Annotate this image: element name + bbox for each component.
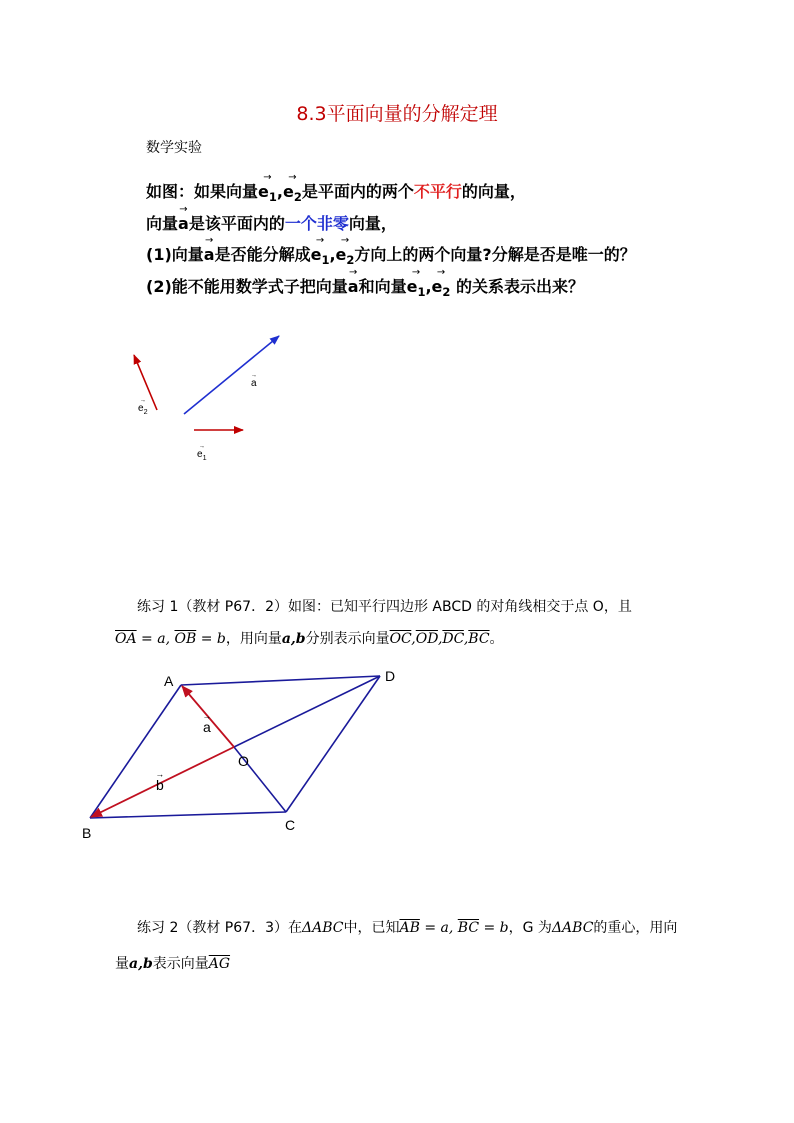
vector-a-arrow [184,336,279,414]
intro-text: 方向上的两个向量?分解是否是唯一的？ [354,245,636,264]
intro-text: 是平面内的两个 [301,182,414,201]
label-a: → a [251,378,257,389]
vector-a: → a [178,213,189,235]
vector-a: → a [204,244,215,266]
highlight-nonzero: 一个非零 [284,214,349,233]
side-CB [90,812,286,818]
point-O: O [238,753,249,769]
figure-parallelogram [90,676,380,818]
intro-text: (2)能不能用数学式子把向量 [146,277,348,296]
section-subtitle: 数学实验 [146,140,202,156]
side-AD [181,676,380,685]
intro-line-1: 如图：如果向量→ $e_1,\to e_2$是平面内的两个不平行的向量， [146,181,526,208]
label-vector-a: → a [203,719,211,735]
vector-e2: → $e_2$ [336,244,355,271]
intro-text: 如图：如果向量 [146,182,259,201]
exercise-1-line-1: 练习 1（教材 P67．2）如图：已知平行四边形 ABCD 的对角线相交于点 O，且 [137,599,632,615]
label-e2: → $e_2$ [138,403,148,416]
side-DC [286,676,380,812]
diagonal-OD [234,676,380,747]
intro-text: 的关系表示出来？ [450,277,584,296]
intro-text: 向量， [348,214,397,233]
intro-question-2: (2)能不能用数学式子把向量→ a和向量→ $e_1,\to e_2$ 的关系表示出来？ [146,276,584,303]
point-B: B [82,825,92,841]
exercise-2-line-1: 练习 2（教材 P67．3）在ΔABC中，已知$\overline{AB} = a$, $\overline{BC} = b$，G 为ΔABC的重心，用向 [137,920,678,936]
label-vector-b: → b [156,777,164,793]
intro-text: (1)向量 [146,245,204,264]
intro-text: 向量 [146,214,179,233]
vector-e1: → $e_1$ [258,181,277,208]
vector-e2: → $e_2$ [283,181,302,208]
vector-e2: → $e_2$ [432,276,451,303]
side-BA [90,685,181,818]
vector-a: → a [348,276,359,298]
point-A: A [164,673,174,689]
point-C: C [285,817,296,833]
intro-question-1: (1)向量→ a是否能分解成→ $e_1,\to e_2$方向上的两个向量?分解是否是唯一的？ [146,244,636,271]
intro-text: 的向量， [461,182,526,201]
highlight-not-parallel: 不平行 [413,182,462,201]
intro-text: 是该平面内的 [188,214,285,233]
point-D: D [385,668,396,684]
intro-text: 和向量 [358,277,407,296]
vector-e1: → $e_1$ [311,244,330,271]
exercise-1-line-2: $\overline{OA} = a$, $\overline{OB} = b$，用向量a,b分别表示向量$\overline{OC},\overline{OD},\overline{DC},\overline{BC}$。 [115,631,504,647]
vector-e1: → $e_1$ [407,276,426,303]
page-title: 8.3平面向量的分解定理 [296,103,498,125]
intro-text: 是否能分解成 [214,245,311,264]
label-e1: → $e_1$ [197,449,207,462]
exercise-2-line-2: 量a,b表示向量$\overline{AG}$ [115,956,231,972]
